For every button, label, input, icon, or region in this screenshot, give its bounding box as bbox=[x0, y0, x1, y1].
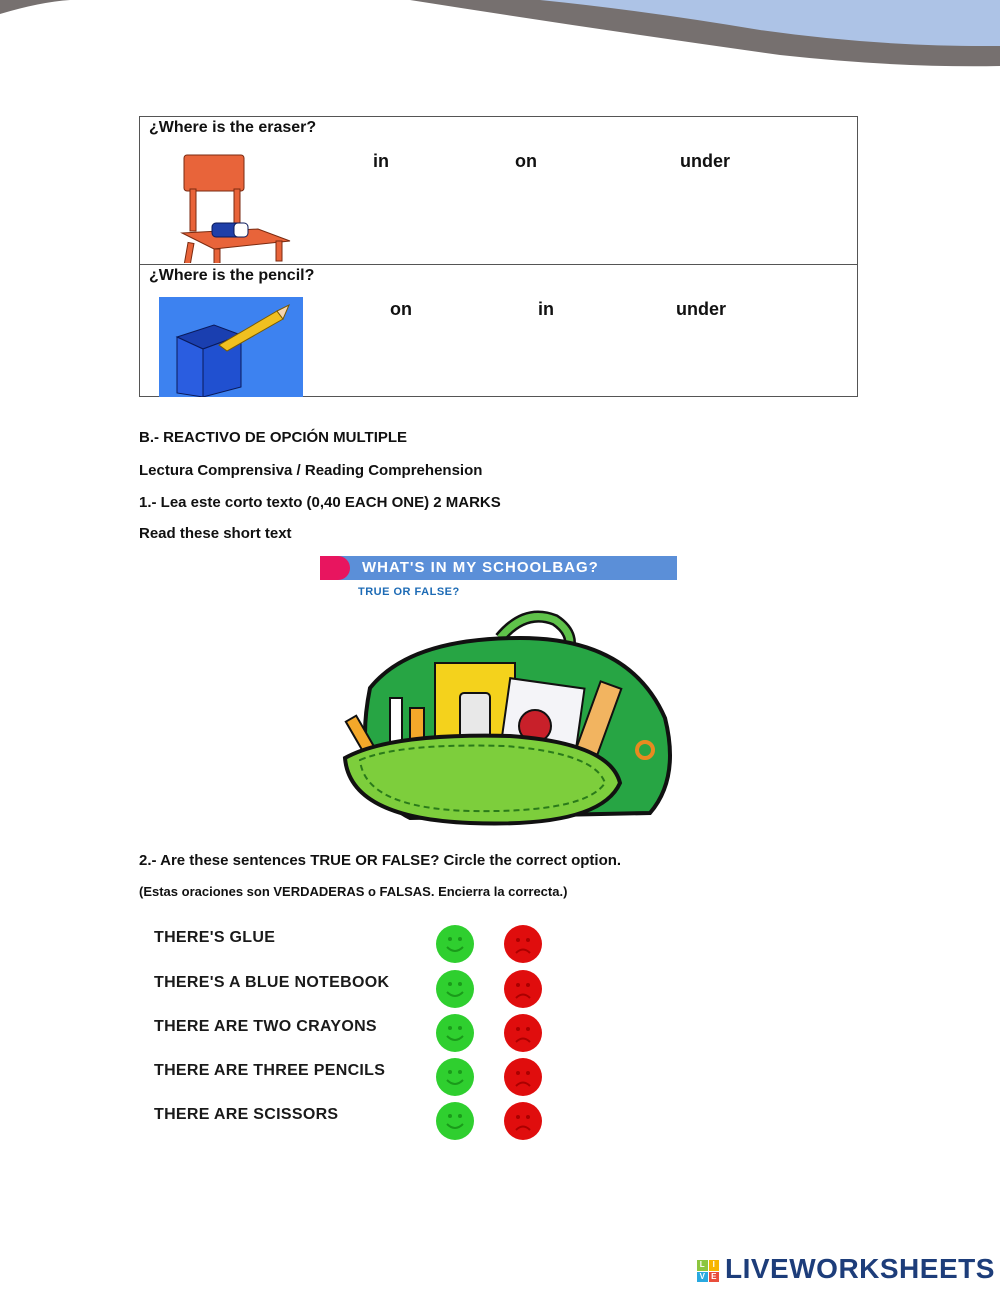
false-sad-face-icon[interactable] bbox=[504, 1102, 542, 1140]
statement-text: THERE'S A BLUE NOTEBOOK bbox=[154, 974, 390, 991]
reading-comprehension-subtitle: Lectura Comprensiva / Reading Comprehension bbox=[139, 462, 483, 479]
logo-letter: I bbox=[709, 1260, 720, 1271]
option-under[interactable]: under bbox=[676, 299, 727, 319]
header-wave-decoration bbox=[0, 0, 1000, 70]
instruction-2: 2.- Are these sentences TRUE OR FALSE? Circle the correct option. bbox=[139, 852, 622, 869]
statement-row bbox=[154, 970, 574, 1014]
option-in[interactable]: in bbox=[373, 151, 389, 171]
statement-row bbox=[154, 1102, 574, 1146]
banner-accent bbox=[320, 556, 350, 580]
statement-row bbox=[154, 925, 574, 969]
chair-eraser-image bbox=[178, 151, 298, 263]
statement-text: THERE ARE THREE PENCILS bbox=[154, 1062, 386, 1079]
logo-letter: E bbox=[709, 1272, 720, 1283]
pencil-box-image bbox=[159, 297, 303, 397]
schoolbag-image bbox=[330, 608, 680, 833]
false-sad-face-icon[interactable] bbox=[504, 925, 542, 963]
section-b-title: B.- REACTIVO DE OPCIÓN MULTIPLE bbox=[139, 429, 408, 446]
statement-row bbox=[154, 1058, 574, 1102]
question-row-eraser bbox=[140, 117, 857, 265]
option-on[interactable]: on bbox=[515, 151, 537, 171]
statement-text: THERE ARE TWO CRAYONS bbox=[154, 1018, 377, 1035]
banner-subtitle: TRUE OR FALSE? bbox=[358, 586, 460, 598]
false-sad-face-icon[interactable] bbox=[504, 1058, 542, 1096]
preposition-table bbox=[139, 116, 858, 397]
banner-title: WHAT'S IN MY SCHOOLBAG? bbox=[362, 559, 599, 576]
option-under[interactable]: under bbox=[680, 151, 731, 171]
statement-row bbox=[154, 1014, 574, 1058]
schoolbag-banner bbox=[320, 556, 677, 580]
true-smiley-icon[interactable] bbox=[436, 1014, 474, 1052]
true-smiley-icon[interactable] bbox=[436, 1102, 474, 1140]
true-smiley-icon[interactable] bbox=[436, 925, 474, 963]
logo-text: LIVEWORKSHEETS bbox=[725, 1253, 995, 1284]
instruction-2-spanish: (Estas oraciones son VERDADERAS o FALSAS. Encierra la correcta.) bbox=[139, 884, 568, 899]
question-text: ¿Where is the eraser? bbox=[149, 119, 317, 136]
option-on[interactable]: on bbox=[390, 299, 412, 319]
question-row-pencil bbox=[140, 265, 857, 396]
logo-letter: V bbox=[697, 1272, 708, 1283]
question-text: ¿Where is the pencil? bbox=[149, 267, 315, 284]
true-smiley-icon[interactable] bbox=[436, 970, 474, 1008]
false-sad-face-icon[interactable] bbox=[504, 1014, 542, 1052]
instruction-1-english: Read these short text bbox=[139, 525, 292, 542]
logo-letter: L bbox=[697, 1260, 708, 1271]
statement-text: THERE'S GLUE bbox=[154, 929, 276, 946]
logo-grid-icon bbox=[697, 1260, 719, 1282]
false-sad-face-icon[interactable] bbox=[504, 970, 542, 1008]
instruction-1: 1.- Lea este corto texto (0,40 EACH ONE) 2 MARKS bbox=[139, 494, 501, 511]
true-smiley-icon[interactable] bbox=[436, 1058, 474, 1096]
statement-text: THERE ARE SCISSORS bbox=[154, 1106, 339, 1123]
option-in[interactable]: in bbox=[538, 299, 554, 319]
